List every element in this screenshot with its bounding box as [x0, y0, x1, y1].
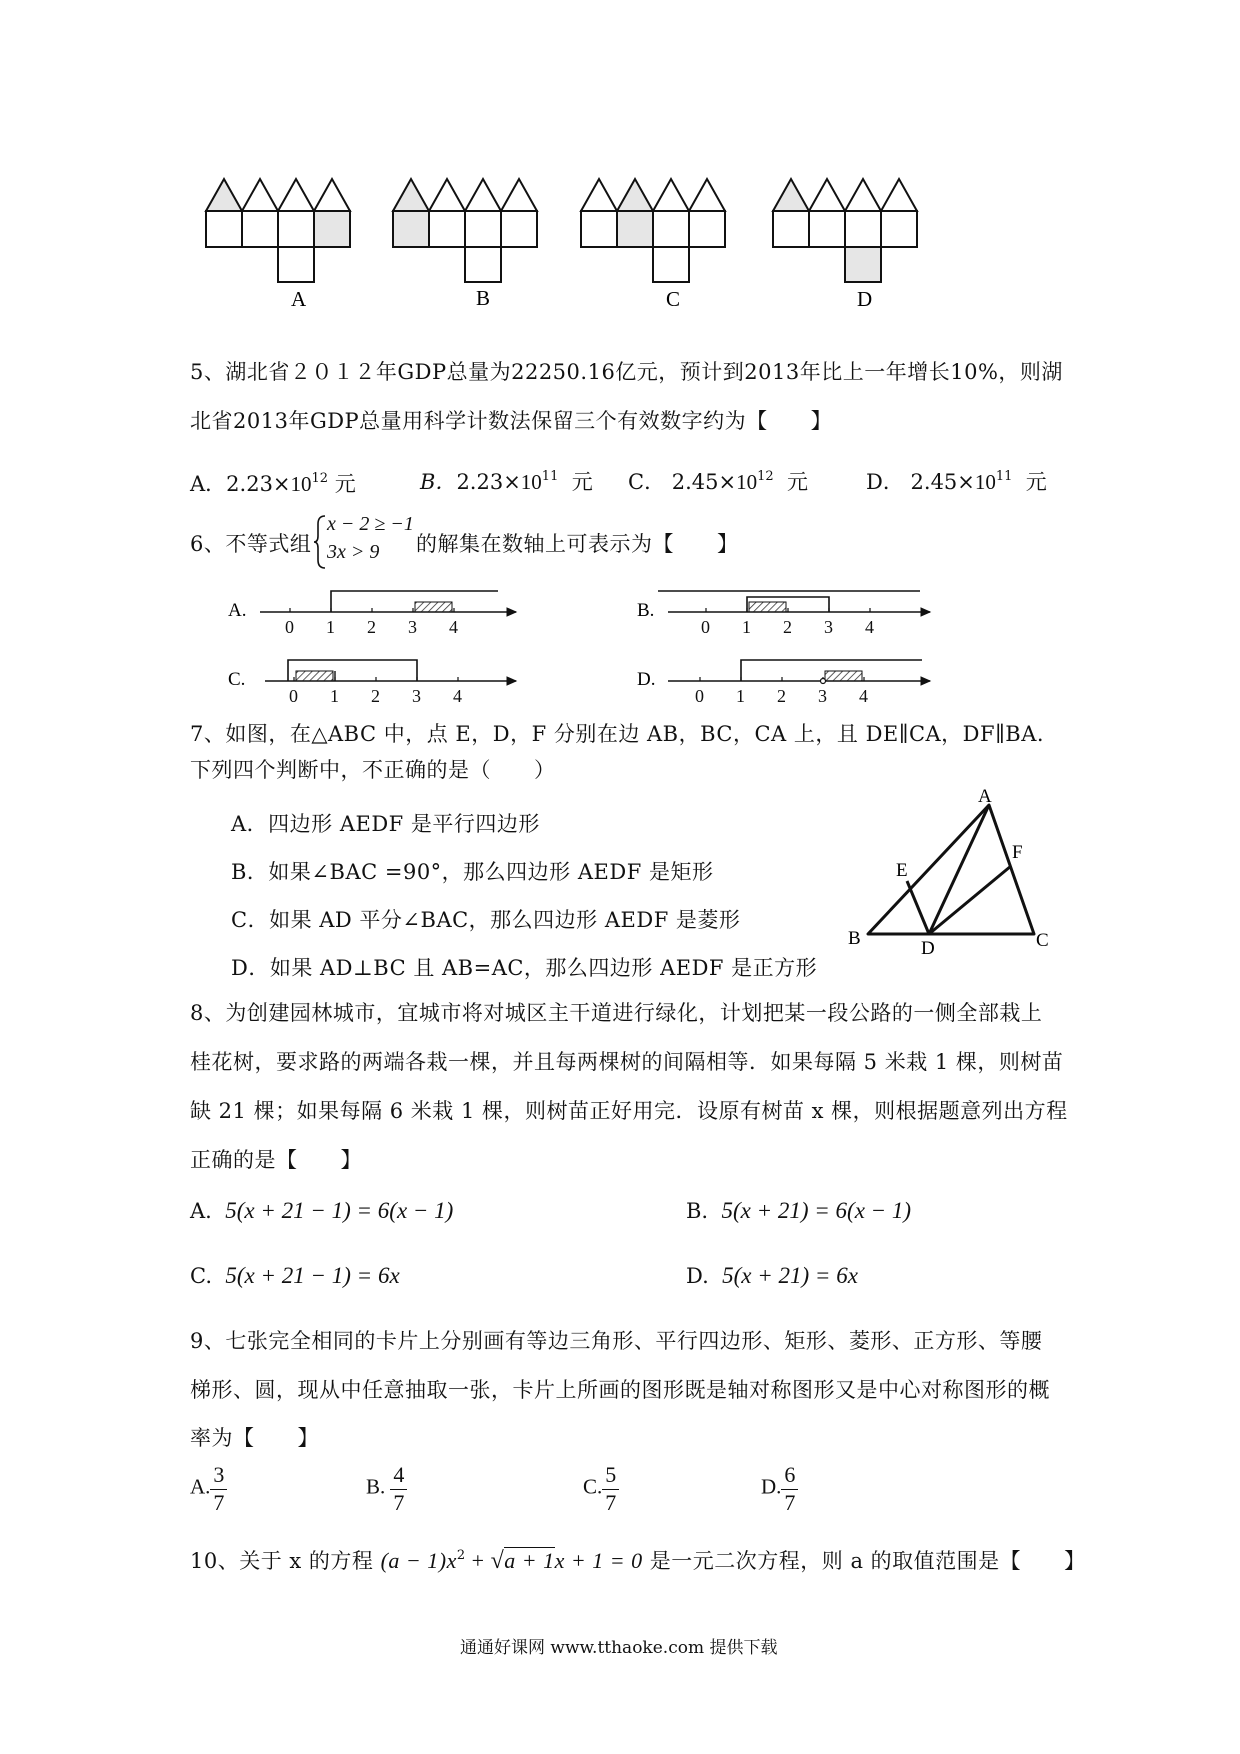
- q7-point-f: F: [1012, 842, 1023, 863]
- q7-line-2: 下列四个判断中，不正确的是（ ）: [190, 758, 556, 782]
- cube-net-c: [581, 179, 725, 282]
- net-square: [653, 211, 689, 247]
- net-square: [617, 211, 653, 247]
- q6-option-d-label: D.: [637, 669, 656, 690]
- net-square: [501, 211, 537, 247]
- solution-hatch: [296, 671, 333, 681]
- tick-label: 3: [408, 617, 417, 637]
- q5-option-b: B．$2.23\times 10^{11}$ 元: [420, 469, 593, 494]
- net-label-c: C: [666, 287, 681, 311]
- q6-option-a-label: A.: [228, 600, 247, 621]
- q9-line-1: 9、七张完全相同的卡片上分别画有等边三角形、平行四边形、矩形、菱形、正方形、等腰: [190, 1329, 1043, 1353]
- tick-label: 2: [777, 686, 786, 706]
- net-square: [465, 247, 501, 282]
- net-triangle: [278, 179, 314, 211]
- q7-point-a: A: [978, 786, 992, 807]
- net-square: [206, 211, 242, 247]
- page-footer: 通通好课网 www.tthaoke.com 提供下载: [460, 1638, 778, 1658]
- tick-label: 0: [701, 617, 710, 637]
- q7-option-d: D．如果 AD⊥BC 且 AB=AC，那么四边形 AEDF 是正方形: [231, 956, 818, 980]
- net-triangle: [845, 179, 881, 211]
- tick-label: 1: [330, 686, 339, 706]
- q6-inequality-2: 3x > 9: [327, 541, 380, 563]
- net-square: [465, 211, 501, 247]
- number-line-b: [658, 591, 930, 637]
- q8-line-4: 正确的是【 】: [190, 1148, 362, 1172]
- tick-label: 4: [859, 686, 868, 706]
- net-label-a: A: [291, 287, 307, 311]
- tick-label: 3: [412, 686, 421, 706]
- q7-option-b: B．如果∠BAC =90°，那么四边形 AEDF 是矩形: [231, 860, 714, 884]
- solution-hatch: [749, 602, 786, 612]
- q6-number-lines: [0, 570, 1240, 710]
- net-triangle: [206, 179, 242, 211]
- net-square: [653, 247, 689, 282]
- net-triangle: [809, 179, 845, 211]
- q5-option-d: D． $2.45\times 10^{11}$ 元: [866, 469, 1047, 494]
- net-square: [278, 211, 314, 247]
- tick-label: 0: [285, 617, 294, 637]
- net-triangle: [689, 179, 725, 211]
- net-square: [773, 211, 809, 247]
- q5-option-c: C． $2.45\times 10^{12}$ 元: [628, 469, 809, 494]
- net-square: [314, 211, 350, 247]
- open-point: [821, 679, 826, 684]
- number-line-c: [265, 660, 516, 706]
- q7-point-e: E: [896, 860, 908, 881]
- tick-label: 1: [742, 617, 751, 637]
- net-square: [881, 211, 917, 247]
- tick-label: 0: [289, 686, 298, 706]
- q6-prefix: 6、不等式组: [190, 532, 312, 556]
- q7-point-c: C: [1036, 930, 1049, 951]
- q7-point-b: B: [848, 928, 861, 949]
- number-line-arrow: [921, 677, 930, 685]
- cube-nets-figure: [0, 0, 1240, 320]
- q9-option-b: B. $\frac{4}{7}$: [366, 1464, 407, 1514]
- tick-label: 1: [326, 617, 335, 637]
- net-triangle: [242, 179, 278, 211]
- solution-hatch: [825, 671, 862, 681]
- net-square: [278, 247, 314, 282]
- cube-net-a: [206, 179, 350, 282]
- tick-label: 4: [453, 686, 462, 706]
- cube-net-d: [773, 179, 917, 282]
- net-square: [393, 211, 429, 247]
- q9-option-a: A. $\frac{3}{7}$: [190, 1464, 227, 1514]
- net-triangle: [465, 179, 501, 211]
- cube-net-b: [393, 179, 537, 282]
- tick-label: 3: [824, 617, 833, 637]
- q9-line-2: 梯形、圆，现从中任意抽取一张，卡片上所画的图形既是轴对称图形又是中心对称图形的概: [190, 1378, 1050, 1402]
- net-triangle: [429, 179, 465, 211]
- q6-suffix: 的解集在数轴上可表示为【 】: [416, 532, 739, 556]
- q7-option-a: A．四边形 AEDF 是平行四边形: [231, 812, 540, 836]
- q7-option-c: C．如果 AD 平分∠BAC，那么四边形 AEDF 是菱形: [231, 908, 741, 932]
- net-square: [689, 211, 725, 247]
- tick-label: 2: [783, 617, 792, 637]
- tick-label: 2: [367, 617, 376, 637]
- q9-line-3: 率为【 】: [190, 1426, 319, 1450]
- tick-label: 1: [736, 686, 745, 706]
- net-label-b: B: [476, 286, 491, 310]
- q8-line-2: 桂花树，要求路的两端各栽一棵，并且每两棵树的间隔相等．如果每隔 5 米栽 1 棵，则树苗: [190, 1050, 1064, 1074]
- q6-brace: [313, 514, 327, 570]
- q5-line-1: 5、湖北省２０１２年GDP总量为22250.16亿元，预计到2013年比上一年增长10%，则湖: [190, 360, 1063, 384]
- tick-label: 3: [818, 686, 827, 706]
- net-triangle: [653, 179, 689, 211]
- q7-point-d: D: [921, 938, 935, 959]
- q10-line: 10、关于 x 的方程 $(a - 1)x^2 + √a + 1x + 1 = 0$ 是一元二次方程，则 a 的取值范围是【 】: [190, 1548, 1086, 1574]
- q7-triangle-figure: [840, 780, 1070, 960]
- q8-option-c: C. 5(x + 21 − 1) = 6x: [190, 1263, 400, 1288]
- tick-label: 4: [865, 617, 874, 637]
- tick-label: 2: [371, 686, 380, 706]
- net-label-d: D: [857, 287, 873, 311]
- q8-option-d: D. 5(x + 21) = 6x: [686, 1263, 858, 1288]
- number-line-arrow: [507, 677, 516, 685]
- solution-hatch: [415, 602, 452, 612]
- tick-label: 0: [695, 686, 704, 706]
- q9-option-d: D. $\frac{6}{7}$: [761, 1464, 798, 1514]
- number-line-a: [260, 591, 516, 637]
- q8-option-b: B. 5(x + 21) = 6(x − 1): [686, 1198, 912, 1223]
- net-square: [242, 211, 278, 247]
- q8-option-a: A. 5(x + 21 − 1) = 6(x − 1): [190, 1198, 454, 1223]
- number-line-arrow: [507, 608, 516, 616]
- net-triangle: [581, 179, 617, 211]
- q7-line-1: 7、如图，在△ABC 中，点 E，D，F 分别在边 AB，BC，CA 上，且 DE∥CA，DF∥BA.: [190, 722, 1045, 746]
- q6-inequality-1: x − 2 ≥ −1: [327, 513, 414, 535]
- q8-line-1: 8、为创建园林城市，宜城市将对城区主干道进行绿化，计划把某一段公路的一侧全部栽上: [190, 1001, 1043, 1025]
- net-triangle: [617, 179, 653, 211]
- net-square: [845, 211, 881, 247]
- q9-option-c: C. $\frac{5}{7}$: [583, 1464, 619, 1514]
- net-triangle: [881, 179, 917, 211]
- q8-line-3: 缺 21 棵；如果每隔 6 米栽 1 棵，则树苗正好用完．设原有树苗 x 棵，则根据题意列出方程: [190, 1099, 1068, 1123]
- net-triangle: [773, 179, 809, 211]
- net-square: [429, 211, 465, 247]
- number-line-arrow: [921, 608, 930, 616]
- q6-option-b-label: B.: [637, 600, 655, 621]
- number-line-d: [668, 660, 930, 706]
- net-square: [845, 247, 881, 282]
- net-square: [581, 211, 617, 247]
- net-triangle: [393, 179, 429, 211]
- net-triangle: [314, 179, 350, 211]
- tick-label: 4: [449, 617, 458, 637]
- net-square: [809, 211, 845, 247]
- q5-line-2: 北省2013年GDP总量用科学计数法保留三个有效数字约为【 】: [190, 409, 833, 433]
- q5-option-a: A．$2.23\times 10^{12}$ 元: [190, 471, 356, 496]
- q6-option-c-label: C.: [228, 669, 246, 690]
- net-triangle: [501, 179, 537, 211]
